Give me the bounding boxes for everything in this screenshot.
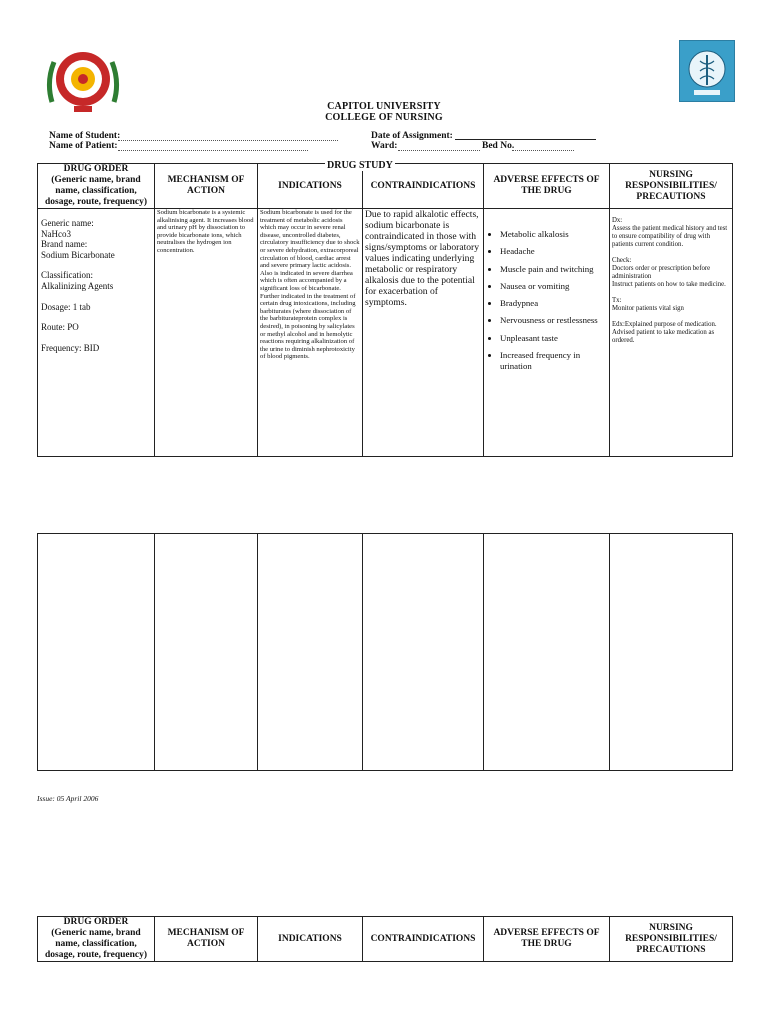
table-header-row [38,917,733,962]
empty-cell[interactable] [363,534,484,771]
patient-name-label: Name of Patient: [49,141,118,151]
col-header-nursing: NURSING RESPONSIBILITIES/ PRECAUTIONS [610,917,733,962]
bed-no-label: Bed No. [482,141,515,151]
list-item: • Metabolic alkalosis [500,229,607,240]
frequency-value: Frequency: BID [41,342,100,353]
date-of-assignment-field[interactable] [455,139,596,140]
brand-name-label: Brand name: [41,239,88,250]
edx-text: Edx:Explained purpose of medication. Advised patient to take medication as ordered. [612,321,717,344]
adverse-effects-list [486,229,607,372]
col-header-drug-order: DRUG ORDER (Generic name, brand name, classification, dosage, route, frequency) [38,917,155,962]
tx-text: Monitor patients vital sign [612,305,684,312]
empty-cell[interactable] [38,534,155,771]
col-header-mechanism: MECHANISM OF ACTION [155,917,258,962]
list-item: • Increased frequency in urination [500,350,607,372]
college-name: COLLEGE OF NURSING [325,112,443,123]
col-header-adverse-effects: ADVERSE EFFECTS OF THE DRUG [484,164,610,209]
drug-study-title: DRUG STUDY [327,160,393,171]
col-header-drug-order: DRUG ORDER (Generic name, brand name, classification, dosage, route, frequency) [38,164,155,209]
empty-cell[interactable] [258,534,363,771]
list-item: • Bradypnea [500,298,607,309]
dosage-value: Dosage: 1 tab [41,301,91,312]
tx-label: Tx: [612,297,622,304]
indications-cell: Sodium bicarbonate is used for the treatment of metabolic acidosis which may occur in severe renal disease, uncontrolled diabetes, circulatory insufficiency due to shock or severe dehydration, extracorporeal circulation of blood, cardiac arrest and severe primary lactic acidosis. Also is indicated in severe diarrhea which is often accompanied by a significant loss of bicarbonate. Further indicated in the treatment of certain drug intoxications, including barbiturates (where dissociation of the barbituratеprotein complex is desired), in poisoning by salicylates or methyl alcohol and in hemolytic reactions requiring alkalinization of the urine to diminish nephrotoxicity of blood pigments. [258,209,363,457]
col-header-nursing: NURSING RESPONSIBILITIES/ PRECAUTIONS [610,164,733,209]
ward-field[interactable] [398,150,480,151]
brand-name-value: Sodium Bicarbonate [41,249,115,260]
drug-order-cell [38,209,155,457]
col-header-indications: INDICATIONS [258,917,363,962]
nursing-cell [610,209,733,457]
adverse-effects-cell [484,209,610,457]
empty-cell[interactable] [484,534,610,771]
table-row [38,534,733,771]
generic-name-value: NaHco3 [41,228,71,239]
empty-drug-table [37,533,733,771]
col-header-indications: INDICATIONS [258,164,363,209]
col-header-contraindications: CONTRAINDICATIONS [363,917,484,962]
patient-name-field[interactable] [118,150,308,151]
issue-date: Issue: 05 April 2006 [37,794,99,803]
list-item: • Unpleasant taste [500,333,607,344]
empty-cell[interactable] [155,534,258,771]
contraindications-cell: Due to rapid alkalotic effects, sodium bicarbonate is contraindicated in those with signs/symptoms or laboratory values indicating underlying metabolic or respiratory alkalosis due to the potential for exacerbation of symptoms. [363,209,484,457]
classification-value: Alkalinizing Agents [41,280,114,291]
table-row [38,209,733,457]
next-page-table-header [37,916,733,962]
col-header-adverse-effects: ADVERSE EFFECTS OF THE DRUG [484,917,610,962]
check-label: Check: [612,257,632,264]
bed-no-field[interactable] [512,150,574,151]
list-item: • Nervousness or restlessness [500,315,607,326]
mechanism-cell: Sodium bicarbonate is a systemic alkalinising agent. It increases blood and urinary pH by dissociation to provide bicarbonate ions, which neutralises the hydrogen ion concentration. [155,209,258,457]
classification-label: Classification: [41,270,93,281]
check-text: Doctors order or prescription before administration Instruct patients on how to take medicine. [612,265,726,288]
university-name: CAPITOL UNIVERSITY [327,101,441,112]
list-item: • Muscle pain and twitching [500,264,607,275]
student-name-label: Name of Student: [49,131,121,141]
list-item: • Headache [500,246,607,257]
empty-cell[interactable] [610,534,733,771]
student-name-field[interactable] [118,140,338,141]
dx-text: Assess the patient medical history and test to ensure compatibility of drug with patients current condition. [612,225,728,248]
college-of-nursing-logo [679,40,735,102]
ward-label: Ward: [371,141,398,151]
dx-label: Dx: [612,217,623,224]
date-of-assignment-label: Date of Assignment: [371,131,453,141]
generic-name-label: Generic name: [41,218,94,228]
route-value: Route: PO [41,322,79,333]
col-header-contraindications: CONTRAINDICATIONS [363,164,484,209]
list-item: • Nausea or vomiting [500,281,607,292]
drug-study-table [37,163,733,457]
col-header-mechanism: MECHANISM OF ACTION [155,164,258,209]
